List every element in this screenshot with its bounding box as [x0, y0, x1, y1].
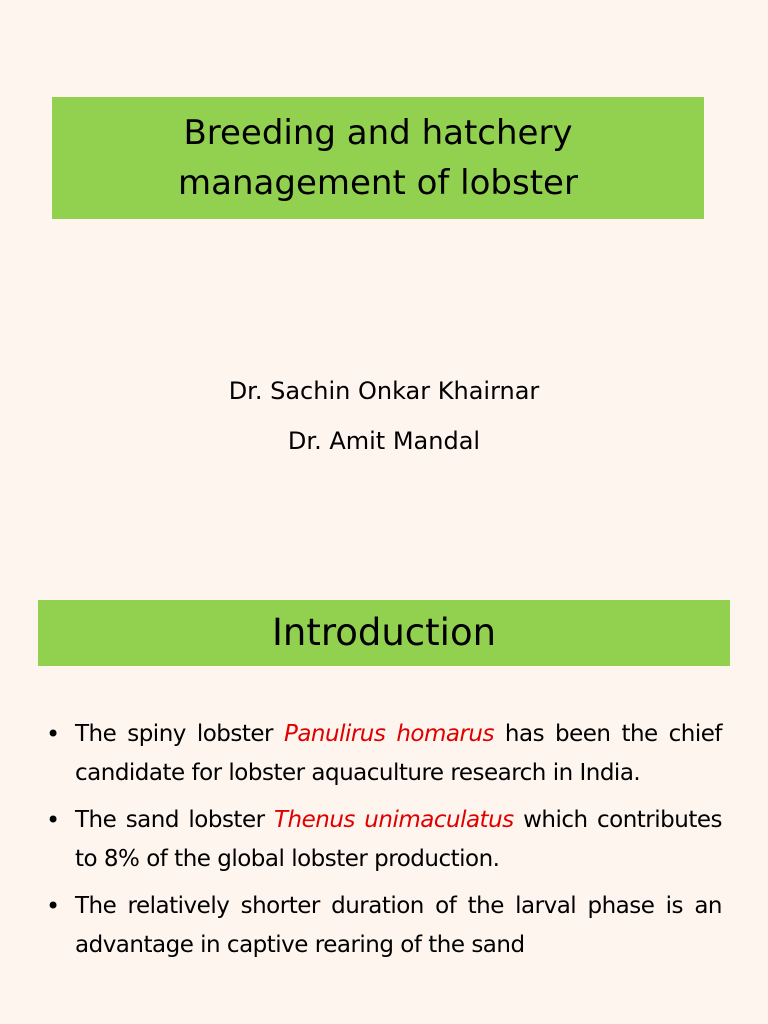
bullet-text: [75, 801, 722, 878]
bullet-text-part: The spiny lobster: [75, 721, 284, 747]
species-name: Thenus unimaculatus: [273, 807, 514, 833]
bullet-icon: •: [46, 892, 61, 920]
bullet-icon: •: [46, 806, 61, 834]
list-item: [46, 715, 722, 792]
slide-title-line-2: management of lobster: [178, 163, 578, 203]
bullet-text-part: has been the chief candidate for lobster aquaculture research in India.: [75, 721, 723, 786]
title-box: [52, 97, 704, 219]
list-item: [46, 887, 722, 964]
author-name: Dr. Amit Mandal: [287, 427, 481, 455]
bullet-text: [75, 715, 722, 792]
bullet-text: [75, 887, 722, 964]
bullet-icon: •: [46, 720, 61, 748]
section-heading: Introduction: [271, 611, 497, 654]
list-item: [46, 801, 722, 878]
bullet-text-part: The relatively shorter duration of the larval phase is an advantage in captive rearing of the sand: [75, 893, 722, 958]
slide-title-line-1: Breeding and hatchery: [183, 113, 573, 153]
bullet-text-part: which contributes to 8% of the global lobster production.: [75, 807, 722, 872]
author-name: Dr. Sachin Onkar Khairnar: [228, 377, 540, 405]
section-heading-box: [38, 600, 730, 666]
author-list: [0, 366, 768, 466]
bullet-list: [46, 715, 722, 973]
species-name: Panulirus homarus: [283, 721, 494, 747]
bullet-text-part: The sand lobster: [75, 807, 274, 833]
